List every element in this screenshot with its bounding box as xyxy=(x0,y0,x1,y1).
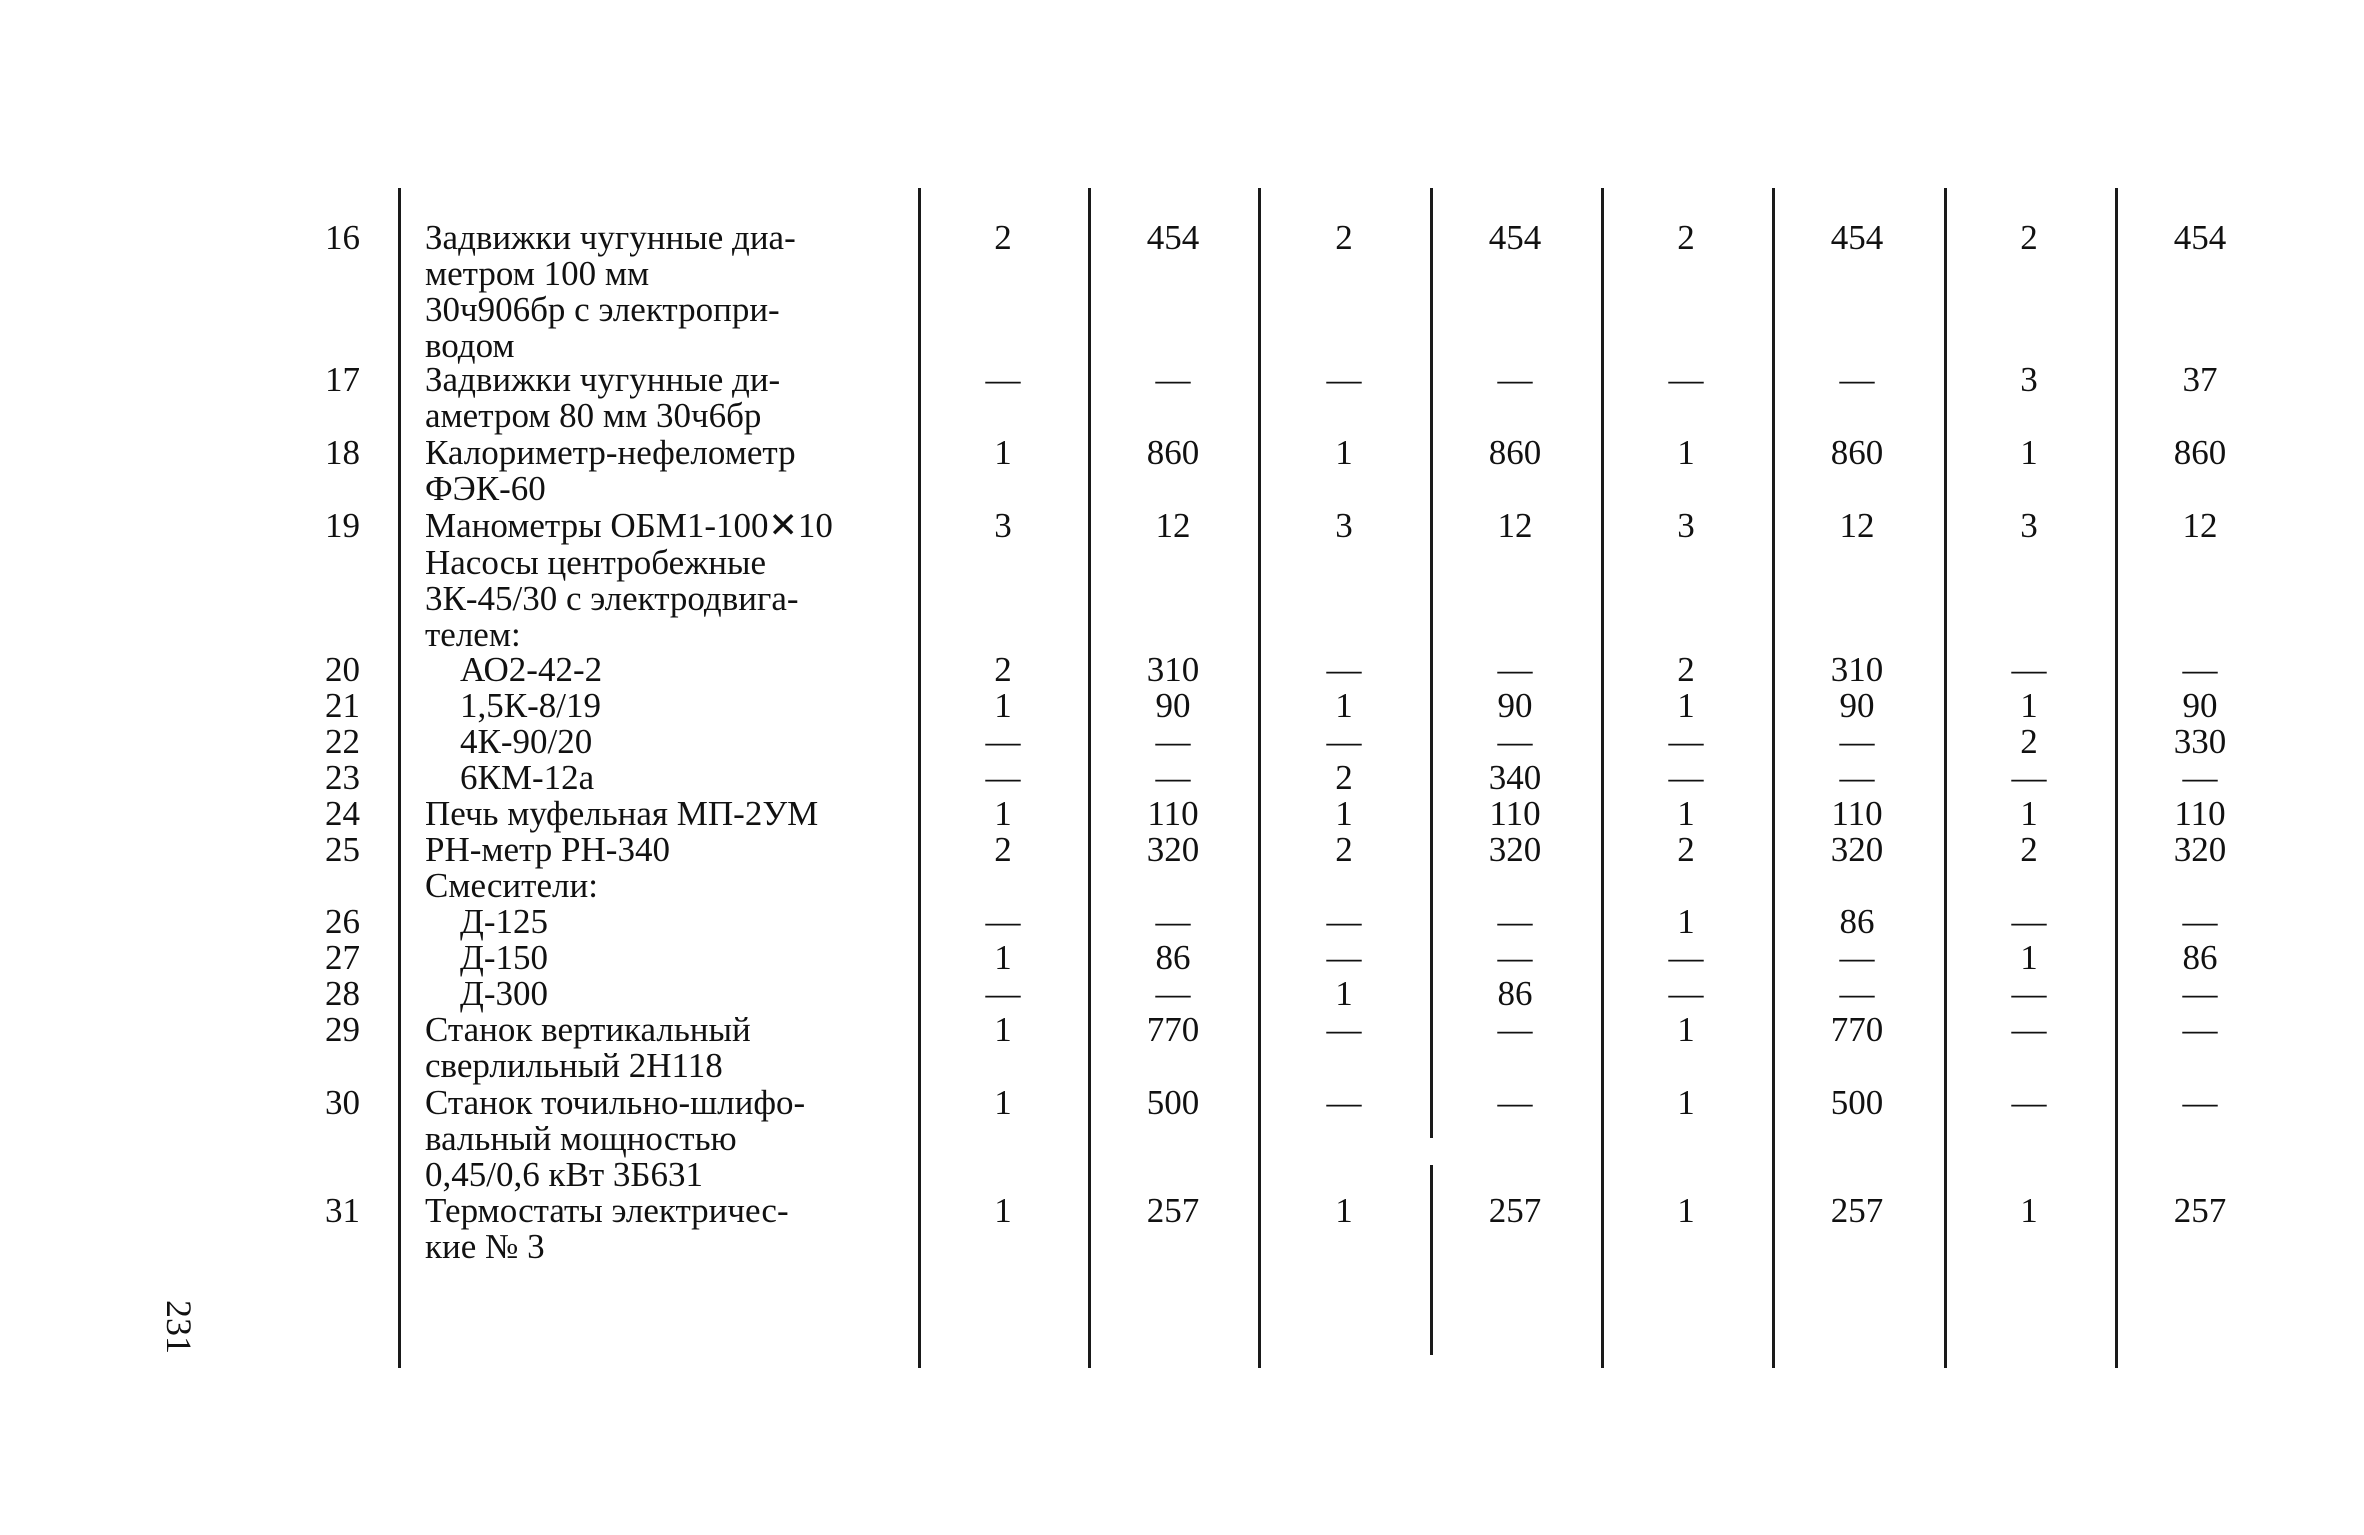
table-cell: — xyxy=(1497,1083,1533,1122)
table-cell: 860 xyxy=(2173,433,2227,472)
table-cell: — xyxy=(2182,758,2218,797)
table-cell: — xyxy=(1668,722,1704,761)
column-divider xyxy=(2115,188,2118,1368)
table-cell: 2 xyxy=(2020,722,2038,761)
table-cell: 3 xyxy=(1677,506,1695,545)
table-cell: 257 xyxy=(1146,1191,1200,1230)
table-cell: — xyxy=(1497,938,1533,977)
table-cell: 90 xyxy=(1155,686,1191,725)
column-divider xyxy=(1772,188,1775,1368)
item-name: Д-150 xyxy=(460,938,549,977)
page-number: 231 xyxy=(159,1300,199,1354)
table-cell: 1 xyxy=(994,433,1012,472)
table-cell: 320 xyxy=(2173,830,2227,869)
item-name: 1,5К-8/19 xyxy=(460,686,601,725)
table-cell: — xyxy=(1839,974,1875,1013)
table-cell: 1 xyxy=(994,686,1012,725)
table-cell: 320 xyxy=(1488,830,1542,869)
row-number: 26 xyxy=(325,902,360,941)
table-cell: 110 xyxy=(1489,794,1541,833)
table-cell: 860 xyxy=(1830,433,1884,472)
column-divider xyxy=(1601,188,1604,1368)
table-cell: 86 xyxy=(1839,902,1875,941)
table-cell: 37 xyxy=(2182,360,2218,399)
table-cell: — xyxy=(2182,650,2218,689)
table-cell: — xyxy=(1668,974,1704,1013)
item-name: Д-125 xyxy=(460,902,549,941)
table-cell: — xyxy=(2011,902,2047,941)
column-divider xyxy=(1088,188,1091,1368)
row-number: 24 xyxy=(325,794,360,833)
row-number: 21 xyxy=(325,686,360,725)
table-cell: — xyxy=(1839,938,1875,977)
table-cell: 1 xyxy=(1677,794,1695,833)
table-cell: 3 xyxy=(1335,506,1353,545)
table-cell: — xyxy=(1326,360,1362,399)
row-number: 25 xyxy=(325,830,360,869)
table-cell: — xyxy=(2011,1010,2047,1049)
table-cell: 2 xyxy=(1677,830,1695,869)
table-cell: 2 xyxy=(2020,830,2038,869)
table-cell: — xyxy=(1839,360,1875,399)
table-cell: 320 xyxy=(1830,830,1884,869)
table-cell: 454 xyxy=(1146,218,1200,257)
table-cell: 500 xyxy=(1146,1083,1200,1122)
item-name: Задвижки чугунные ди- аметром 80 мм 30ч6бр xyxy=(425,360,781,435)
table-cell: 1 xyxy=(1335,1191,1353,1230)
table-cell: 1 xyxy=(1677,902,1695,941)
table-cell: 770 xyxy=(1830,1010,1884,1049)
table-cell: — xyxy=(2011,974,2047,1013)
table-cell: 257 xyxy=(1830,1191,1884,1230)
table-cell: 1 xyxy=(2020,938,2038,977)
row-number: 23 xyxy=(325,758,360,797)
table-cell: 310 xyxy=(1146,650,1200,689)
table-cell: 2 xyxy=(994,650,1012,689)
table-cell: 2 xyxy=(1335,830,1353,869)
table-cell: — xyxy=(985,360,1021,399)
table-cell: 1 xyxy=(1677,1191,1695,1230)
row-number: 20 xyxy=(325,650,360,689)
table-cell: 86 xyxy=(1497,974,1533,1013)
table-cell: — xyxy=(1668,758,1704,797)
column-divider xyxy=(1430,188,1433,1138)
table-cell: 1 xyxy=(994,938,1012,977)
table-cell: 1 xyxy=(1335,686,1353,725)
table-cell: 90 xyxy=(1497,686,1533,725)
table-cell: 454 xyxy=(1488,218,1542,257)
table-cell: — xyxy=(1497,360,1533,399)
table-cell: 1 xyxy=(994,794,1012,833)
table-cell: — xyxy=(1155,902,1191,941)
table-cell: 770 xyxy=(1146,1010,1200,1049)
table-cell: 1 xyxy=(2020,686,2038,725)
item-name: Манометры ОБМ1-100✕10 xyxy=(425,506,833,545)
row-number: 22 xyxy=(325,722,360,761)
table-cell: — xyxy=(1155,974,1191,1013)
table-cell: 2 xyxy=(994,218,1012,257)
table-cell: 12 xyxy=(1497,506,1533,545)
table-cell: 340 xyxy=(1488,758,1542,797)
table-cell: — xyxy=(1668,938,1704,977)
item-name: 6КМ-12а xyxy=(460,758,595,797)
table-cell: — xyxy=(1497,1010,1533,1049)
row-number: 17 xyxy=(325,360,360,399)
row-number: 28 xyxy=(325,974,360,1013)
table-cell: 257 xyxy=(1488,1191,1542,1230)
item-name: Станок точильно-шлифо- вальный мощностью 0,45/0,6 кВт 3Б631 xyxy=(425,1083,806,1194)
column-divider xyxy=(1258,188,1261,1368)
table-cell: 320 xyxy=(1146,830,1200,869)
table-cell: 860 xyxy=(1488,433,1542,472)
table-cell: 1 xyxy=(1335,974,1353,1013)
table-cell: — xyxy=(1326,650,1362,689)
item-name: АО2-42-2 xyxy=(460,650,603,689)
table-cell: 500 xyxy=(1830,1083,1884,1122)
table-cell: 86 xyxy=(2182,938,2218,977)
table-cell: — xyxy=(2182,974,2218,1013)
table-cell: — xyxy=(985,758,1021,797)
item-name: Д-300 xyxy=(460,974,549,1013)
table-cell: 1 xyxy=(994,1191,1012,1230)
table-cell: 3 xyxy=(2020,360,2038,399)
table-cell: — xyxy=(1326,722,1362,761)
table-cell: 110 xyxy=(2174,794,2226,833)
table-cell: 1 xyxy=(2020,1191,2038,1230)
row-number: 16 xyxy=(325,218,360,257)
table-cell: 2 xyxy=(2020,218,2038,257)
table-cell: — xyxy=(2011,758,2047,797)
table-cell: 90 xyxy=(2182,686,2218,725)
table-cell: — xyxy=(1668,360,1704,399)
table-cell: — xyxy=(1839,758,1875,797)
table-cell: 2 xyxy=(1335,758,1353,797)
table-cell: 12 xyxy=(2182,506,2218,545)
table-cell: — xyxy=(1326,902,1362,941)
table-cell: 86 xyxy=(1155,938,1191,977)
table-cell: 257 xyxy=(2173,1191,2227,1230)
item-name: 4К-90/20 xyxy=(460,722,593,761)
table-cell: 1 xyxy=(1677,1083,1695,1122)
table-cell: 12 xyxy=(1839,506,1875,545)
table-cell: 2 xyxy=(1677,650,1695,689)
item-name: РН-метр РН-340 xyxy=(425,830,670,869)
table-cell: 454 xyxy=(2173,218,2227,257)
table-cell: 2 xyxy=(1677,218,1695,257)
table-cell: 1 xyxy=(2020,433,2038,472)
table-cell: — xyxy=(1326,938,1362,977)
table-cell: 90 xyxy=(1839,686,1875,725)
item-name: Насосы центробежные 3К-45/30 с электродвига- телем: xyxy=(425,543,799,654)
table-cell: — xyxy=(1155,758,1191,797)
row-number: 29 xyxy=(325,1010,360,1049)
row-number: 30 xyxy=(325,1083,360,1122)
table-cell: — xyxy=(2011,1083,2047,1122)
item-name: Задвижки чугунные диа- метром 100 мм 30ч906бр с электропри- водом xyxy=(425,218,796,365)
table-cell: 1 xyxy=(2020,794,2038,833)
table-cell: — xyxy=(1326,1083,1362,1122)
table-cell: 12 xyxy=(1155,506,1191,545)
item-name: Станок вертикальный сверлильный 2Н118 xyxy=(425,1010,751,1085)
table-cell: 1 xyxy=(1335,433,1353,472)
table-cell: — xyxy=(1326,1010,1362,1049)
table-cell: 3 xyxy=(2020,506,2038,545)
table-cell: 2 xyxy=(1335,218,1353,257)
table-cell: — xyxy=(1497,722,1533,761)
row-number: 18 xyxy=(325,433,360,472)
table-cell: — xyxy=(1839,722,1875,761)
table-cell: — xyxy=(985,974,1021,1013)
row-number: 31 xyxy=(325,1191,360,1230)
table-cell: — xyxy=(1155,360,1191,399)
item-name: Печь муфельная МП-2УМ xyxy=(425,794,819,833)
item-name: Смесители: xyxy=(425,866,598,905)
table-cell: 1 xyxy=(994,1083,1012,1122)
item-name: Калориметр-нефелометр ФЭК-60 xyxy=(425,433,796,508)
table-cell: — xyxy=(1497,902,1533,941)
row-number: 27 xyxy=(325,938,360,977)
table-cell: 310 xyxy=(1830,650,1884,689)
table-cell: — xyxy=(1497,650,1533,689)
table-cell: 1 xyxy=(1335,794,1353,833)
column-divider xyxy=(398,188,401,1368)
column-divider xyxy=(1944,188,1947,1368)
table-cell: 3 xyxy=(994,506,1012,545)
table-cell: — xyxy=(2182,1083,2218,1122)
table-cell: 330 xyxy=(2173,722,2227,761)
item-name: Термостаты электричес- кие № 3 xyxy=(425,1191,789,1266)
table-cell: 110 xyxy=(1147,794,1199,833)
table-cell: 454 xyxy=(1830,218,1884,257)
column-divider xyxy=(1430,1165,1433,1355)
table-cell: 1 xyxy=(1677,433,1695,472)
table-cell: — xyxy=(1155,722,1191,761)
table-cell: — xyxy=(2182,1010,2218,1049)
table-cell: — xyxy=(985,902,1021,941)
table-cell: — xyxy=(985,722,1021,761)
table-cell: 1 xyxy=(1677,686,1695,725)
table-cell: 860 xyxy=(1146,433,1200,472)
table-cell: 1 xyxy=(994,1010,1012,1049)
table-cell: — xyxy=(2182,902,2218,941)
row-number: 19 xyxy=(325,506,360,545)
table-cell: 1 xyxy=(1677,1010,1695,1049)
table-cell: 2 xyxy=(994,830,1012,869)
table-cell: 110 xyxy=(1831,794,1883,833)
table-cell: — xyxy=(2011,650,2047,689)
